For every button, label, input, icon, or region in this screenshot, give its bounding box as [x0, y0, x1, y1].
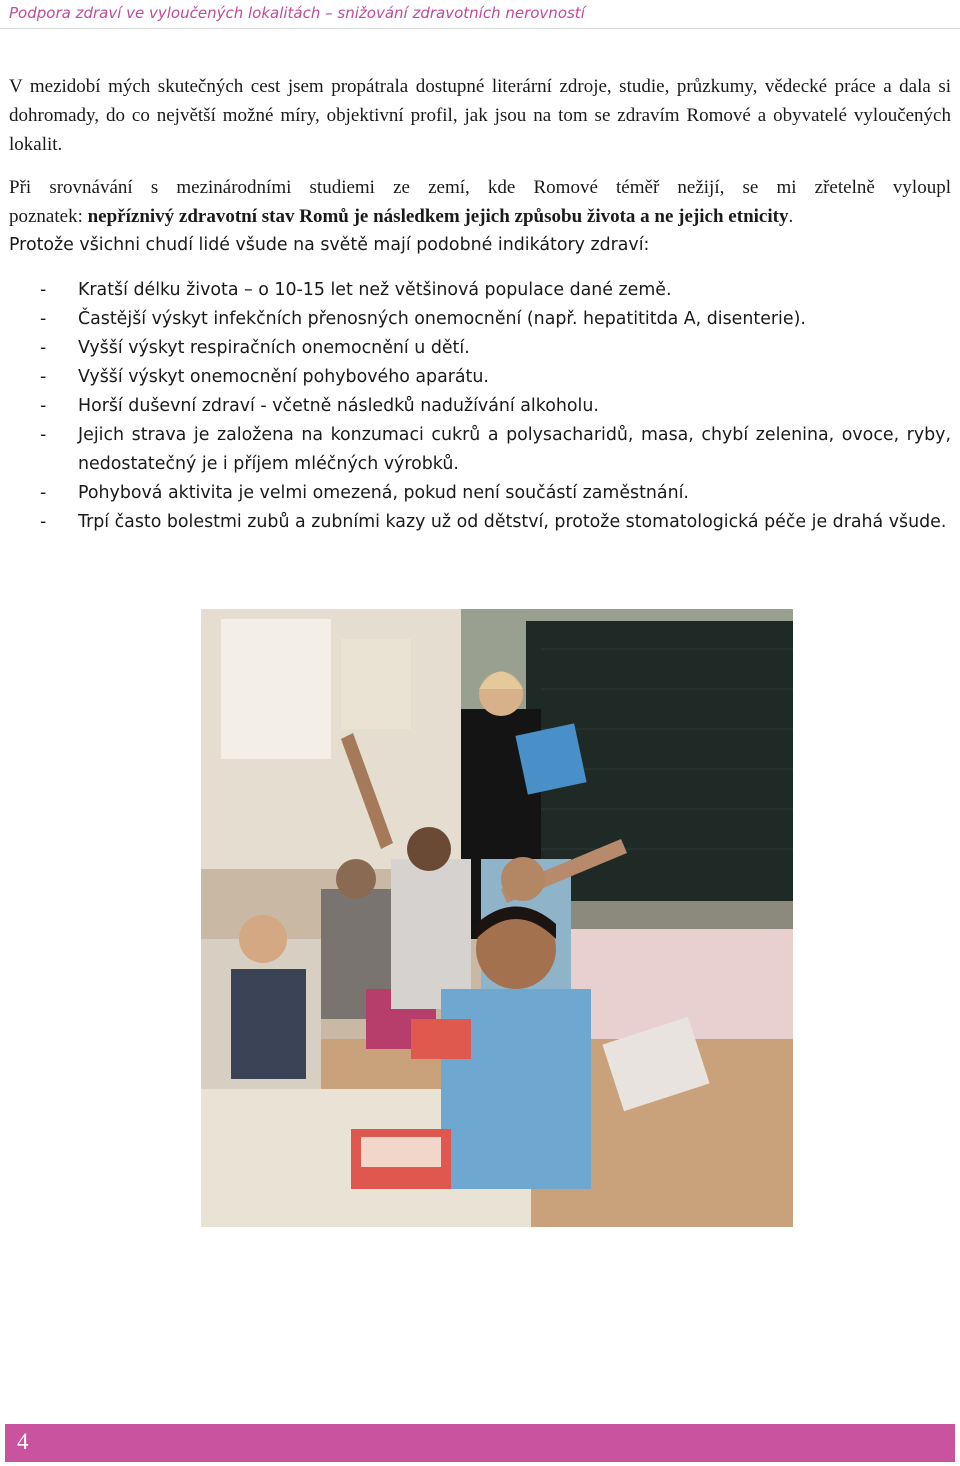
list-item-text: Jejich strava je založena na konzumaci cukrů a polysacharidů, masa, chybí zelenina, ovoce, ryby, nedostatečný je i příjem mléčných výrobků. [78, 425, 951, 474]
bullet-dash: - [40, 396, 47, 416]
list-item-text: Horší duševní zdraví - včetně následků nadužívání alkoholu. [78, 396, 599, 416]
health-indicator-list [0, 276, 960, 537]
list-item-text: Kratší délku života – o 10-15 let než většinová populace dané země. [78, 280, 672, 300]
findings-statement [9, 202, 951, 231]
running-header-title: Podpora zdraví ve vyloučených lokalitách – snižování zdravotních nerovností [9, 4, 585, 22]
findings-suffix: . [788, 206, 794, 227]
findings-lead: Při srovnávání s mezinárodními studiemi ze zemí, kde Romové téměř nežijí, se mi zřetelně vyloupl [9, 177, 951, 198]
bullet-dash: - [40, 425, 47, 445]
bullet-dash: - [40, 367, 47, 387]
intro-paragraph: V mezidobí mých skutečných cest jsem propátrala dostupné literární zdroje, studie, průzkumy, vědecké práce a dala si dohromady, do co největší možné míry, objektivní profil, jak jsou na tom se zdravím Romové a obyvatelé vyloučených lokalit. [9, 76, 951, 155]
list-item-text: Trpí často bolestmi zubů a zubními kazy už od dětství, protože stomatologická péče je drahá všude. [78, 512, 947, 532]
findings-bold-claim: nepříznivý zdravotní stav Romů je následkem jejich způsobu života a ne jejich etnicity [87, 206, 789, 227]
list-item [0, 363, 951, 392]
list-item-text: Vyšší výskyt respiračních onemocnění u dětí. [78, 338, 470, 358]
bullet-dash: - [40, 280, 47, 300]
list-item [0, 334, 951, 363]
bullet-dash: - [40, 309, 47, 329]
list-item-text: Častější výskyt infekčních přenosných onemocnění (např. hepatititda A, disenterie). [78, 309, 806, 329]
list-item [0, 305, 951, 334]
list-item [0, 479, 951, 508]
list-item [0, 276, 951, 305]
list-item-text: Pohybová aktivita je velmi omezená, pokud není součástí zaměstnání. [78, 483, 689, 503]
list-item [0, 392, 951, 421]
findings-paragraph [9, 173, 951, 260]
list-item [0, 508, 951, 537]
classroom-photo [201, 609, 793, 1227]
footer-bar [5, 1424, 955, 1462]
findings-prefix: poznatek: [9, 206, 88, 227]
running-header [0, 0, 960, 29]
findings-intro-line: Protože všichni chudí lidé všude na světě mají podobné indikátory zdraví: [9, 235, 650, 255]
classroom-photo-illustration [201, 609, 793, 1227]
list-item-text: Vyšší výskyt onemocnění pohybového aparátu. [78, 367, 489, 387]
bullet-dash: - [40, 483, 47, 503]
bullet-dash: - [40, 512, 47, 532]
page-number: 4 [17, 1429, 29, 1454]
bullet-dash: - [40, 338, 47, 358]
list-item [0, 421, 951, 479]
